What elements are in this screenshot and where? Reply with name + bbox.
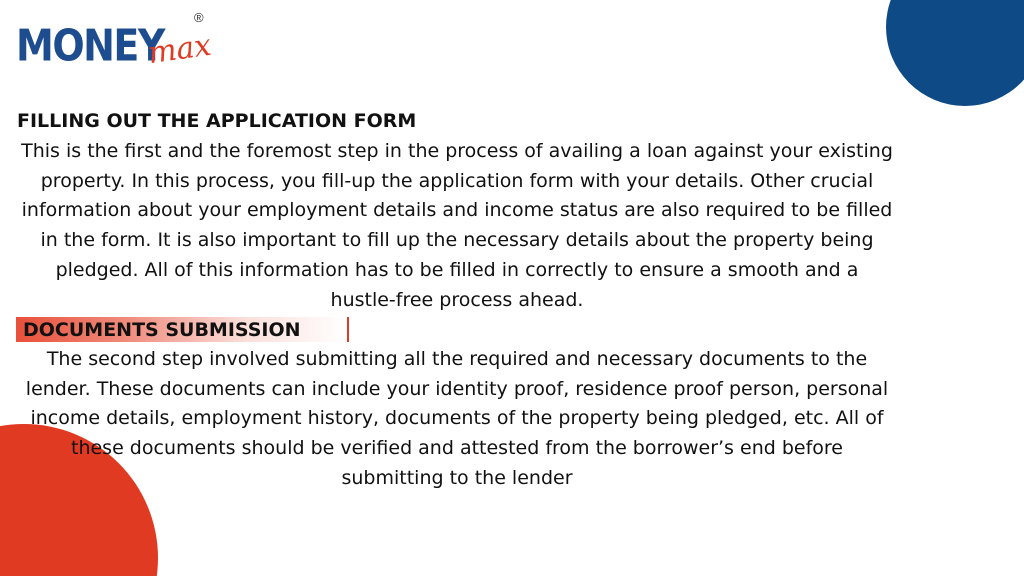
section-heading-documents-submission: DOCUMENTS SUBMISSION: [23, 319, 301, 341]
logo-money-text: MONEY: [16, 20, 164, 71]
section-heading-application-form: FILLING OUT THE APPLICATION FORM: [17, 110, 417, 132]
section-body-application-form: This is the first and the foremost step in the process of availing a loan against your existing property. In this process, you fill-up the application form with your details. Other crucial information about your employment details and income status are also required to be filled in the form. It is also important to fill up the necessary details about the property being pledged. All of this information has to be filled in correctly to ensure a smooth and a hustle-free process ahead.: [21, 140, 893, 311]
decorative-blue-circle: [886, 0, 1024, 106]
logo-max-text: max: [145, 27, 214, 72]
moneymax-logo: [16, 10, 216, 76]
logo-registered-mark: ®: [194, 10, 204, 25]
section-body-documents-submission: The second step involved submitting all the required and necessary documents to the lender. These documents can include your identity proof, residence proof person, personal income details, employment history, documents of the property being pledged, etc. All of these documents should be verified and attested from the borrower’s end before submitting to the lender: [25, 348, 889, 489]
